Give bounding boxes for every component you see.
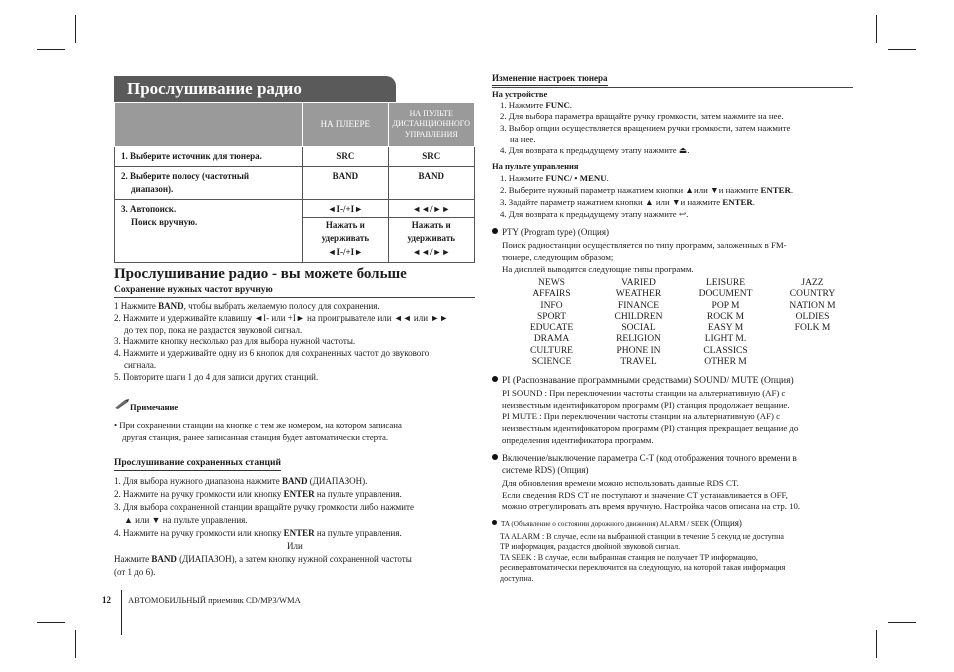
- note-icon: [114, 397, 130, 415]
- subsection-title-listen: Прослушивание сохраненных станций: [114, 458, 281, 471]
- col-header-remote: НА ПУЛЬТЕ ДИСТАНЦИОННОГО УПРАВЛЕНИЯ: [388, 103, 474, 147]
- pty-type: LEISURE: [705, 278, 746, 288]
- crop-mark: [876, 630, 877, 658]
- pty-type: ROCK M: [706, 311, 745, 322]
- section-title-more: Прослушивание радио - вы можете больше: [114, 266, 407, 282]
- back-icon: ⏏: [678, 145, 688, 156]
- pty-type: PHONE IN: [616, 345, 661, 356]
- pty-type: FINANCE: [617, 300, 660, 311]
- crop-mark: [888, 622, 916, 623]
- page-number: 12: [102, 595, 111, 605]
- footer-text: АВТОМОБИЛЬНЫЙ приемник CD/MP3/WMA: [128, 595, 301, 605]
- bullet-icon: [492, 228, 498, 234]
- list-item: сигнала.: [124, 359, 157, 370]
- list-item: 2. Нажмите на ручку громкости или кнопку ENTER на пульте управления.: [114, 489, 402, 499]
- list-item: 3. Задайте параметр нажатием кнопки ▲ или ▼и нажмите ENTER.: [500, 197, 755, 207]
- list-item: 4. Нажмите на ручку громкости или кнопку ENTER на пульте управления.: [114, 528, 402, 538]
- return-icon: ↩: [678, 209, 687, 219]
- pty-type: SPORT: [537, 311, 566, 322]
- tuner-settings-title: Изменение настроек тюнера: [492, 73, 608, 86]
- pty-type: SCIENCE: [531, 357, 572, 368]
- note-title: Примечание: [130, 402, 179, 412]
- crop-mark: [75, 630, 76, 658]
- table-row: 1. Выберите источник для тюнера. SRC SRC: [115, 147, 475, 167]
- pty-type: CULTURE: [530, 345, 573, 356]
- list-item: 2. Выберите нужный параметр нажатием кнопки ▲или ▼и нажмите ENTER.: [500, 185, 794, 195]
- ta-text: TA ALARM : В случае, если на выбранной станции в течение 5 секунд не доступна ТР информация, раздастся двойной звуковой сигнал. TA SEEK : В случае, если выбранная станция не получает ТР информацию, ресиверавтоматически переключится на следующую, на которой такая информация доступна.: [500, 532, 786, 583]
- pty-type: AFFAIRS: [532, 289, 571, 300]
- ta-title: TA (Объявление о состоянии дорожного движения) ALARM / SEEK (Опция): [492, 518, 742, 531]
- ct-title: Включение/выключение параметра C-T (код отображения точного времени в системе RDS) (Опция): [492, 453, 856, 476]
- pi-text: PI SOUND : При переключении частоты станции на альтернативную (AF) с неизвестным идентификатором программ (PI) станция продолжает вещание. PI MUTE : При переключении частоты станции на альтернативную (AF) с неизвестным идентификатором программ (PI) станция прекращает вещание до определения идентификатора программ.: [502, 388, 799, 445]
- bullet-icon: [492, 454, 498, 460]
- list-item: 1. Для выбора нужного диапазона нажмите BAND (ДИАПАЗОН).: [114, 476, 368, 486]
- list-item: 2. Для выбора параметра вращайте ручку громкости, затем нажмите на нее.: [500, 111, 784, 122]
- pty-type: NEWS: [538, 278, 565, 288]
- pty-type: COUNTRY: [789, 289, 836, 300]
- pty-type: NATION M: [789, 300, 836, 311]
- list-item: 3. Выбор опции осуществляется вращением ручки громкости, затем нажмите: [500, 122, 791, 133]
- pty-title: PTY (Program type) (Опция): [492, 227, 609, 239]
- table-row: 2. Выберите полосу (частотный диапазон). BAND BAND: [115, 167, 475, 200]
- list-item: 2. Нажмите и удерживайте клавишу ◄I- или +I► на проигрывателе или ◄◄ или ►►: [114, 312, 449, 323]
- pi-title: PI (Распознавание программными средствами) SOUND/ MUTE (Опция): [492, 376, 794, 388]
- list-item: 4. Нажмите и удерживайте одну из 6 кнопок для сохраненных частот до звукового: [114, 348, 430, 359]
- list-item: 4. Для возврата к предыдущему этапу нажмите ⏏.: [500, 145, 690, 156]
- list-item: 3. Нажмите кнопку несколько раз для выбора нужной частоты.: [114, 336, 356, 347]
- remote-title: На пульте управления: [492, 161, 579, 171]
- device-steps-list: [500, 100, 856, 156]
- pty-type: SOCIAL: [621, 323, 656, 334]
- list-item: 1. Нажмите FUNC/ • MENU.: [500, 173, 609, 183]
- pty-type: EASY M: [707, 323, 744, 334]
- list-item: 1. Нажмите FUNC.: [500, 100, 572, 110]
- bullet-icon: [492, 520, 497, 525]
- list-item: 1 Нажмите BAND, чтобы выбрать желаемую полосу для сохранения.: [114, 301, 380, 311]
- pty-type: CLASSICS: [703, 345, 748, 356]
- ct-text: Для обновления времени можно использовать данные RDS CT. Если сведения RDS CT не поступают и значение CT устанавливается в OFF, можно отрегулировать ать время вручную. Настройка часов описана на стр. 10.: [502, 478, 801, 512]
- table-row: 3. Автопоиск. Поиск вручную. ◄I-/+I► Нажать и удерживать ◄I-/+I► ◄◄/►► Нажать и удерживать ◄◄/►►: [115, 200, 475, 263]
- note-text: • При сохранении станции на кнопке с тем же номером, на котором записана другая станция, ранее записанная станция будет автоматически стерта.: [114, 420, 402, 442]
- save-steps-list: [114, 301, 476, 384]
- pty-types-grid: [508, 278, 856, 368]
- list-item: (от 1 до 6).: [114, 567, 156, 577]
- pty-type: FOLK M: [794, 323, 831, 334]
- pty-type: OLDIES: [795, 311, 830, 322]
- divider: [114, 297, 475, 298]
- crop-mark: [37, 622, 65, 623]
- pty-type: DRAMA: [533, 334, 570, 345]
- pty-type: RELIGION: [616, 334, 661, 345]
- pty-type: POP M: [711, 300, 740, 311]
- listen-steps-list: [114, 475, 476, 579]
- pty-type: CHILDREN: [614, 311, 663, 322]
- pty-type: INFO: [540, 300, 563, 311]
- crop-mark: [75, 15, 76, 43]
- crop-mark: [888, 49, 916, 50]
- list-item: 4. Для возврата к предыдущему этапу нажмите ↩.: [500, 209, 689, 219]
- remote-steps-list: [500, 172, 856, 220]
- pty-type: VARIED: [621, 278, 656, 288]
- pty-type: TRAVEL: [620, 357, 657, 368]
- col-header-player: НА ПЛЕЕРЕ: [303, 103, 388, 147]
- list-item: на нее.: [510, 133, 536, 144]
- footer-divider: [121, 590, 122, 635]
- pty-text: Поиск радиостанции осуществляется по типу программ, заложенных в FM- тюнере, следующим образом; На дисплей выводятся следующие типы программ.: [502, 240, 787, 274]
- bullet-icon: [492, 376, 498, 382]
- list-item: Нажмите BAND (ДИАПАЗОН), а затем кнопку нужной сохраненной частоты: [114, 554, 412, 564]
- pty-type: [769, 357, 856, 368]
- device-title: На устройстве: [492, 89, 548, 99]
- divider: [492, 87, 853, 88]
- crop-mark: [37, 49, 65, 50]
- pty-type: [769, 346, 856, 357]
- pty-type: [769, 334, 856, 345]
- pty-type: EDUCATE: [529, 323, 574, 334]
- pty-type: WEATHER: [615, 289, 662, 300]
- controls-table: [114, 102, 475, 263]
- pty-type: OTHER M: [704, 357, 747, 368]
- list-item: 3. Для выбора сохраненной станции вращайте ручку громкости либо нажмите: [114, 502, 414, 512]
- list-item: до тех пор, пока не раздастся звуковой сигнал.: [124, 324, 303, 335]
- subsection-title-save: Сохранение нужных частот вручную: [114, 285, 273, 295]
- section-header-radio: Прослушивание радио: [114, 76, 396, 102]
- pty-type: DOCUMENT: [698, 289, 753, 300]
- crop-mark: [876, 15, 877, 43]
- list-item: ▲ или ▼ на пульте управления.: [124, 515, 248, 525]
- or-text: Или: [287, 541, 303, 551]
- pty-type: JAZZ: [801, 278, 824, 288]
- pty-type: LIGHT M.: [704, 334, 747, 345]
- list-item: 5. Повторите шаги 1 до 4 для записи других станций.: [114, 371, 319, 382]
